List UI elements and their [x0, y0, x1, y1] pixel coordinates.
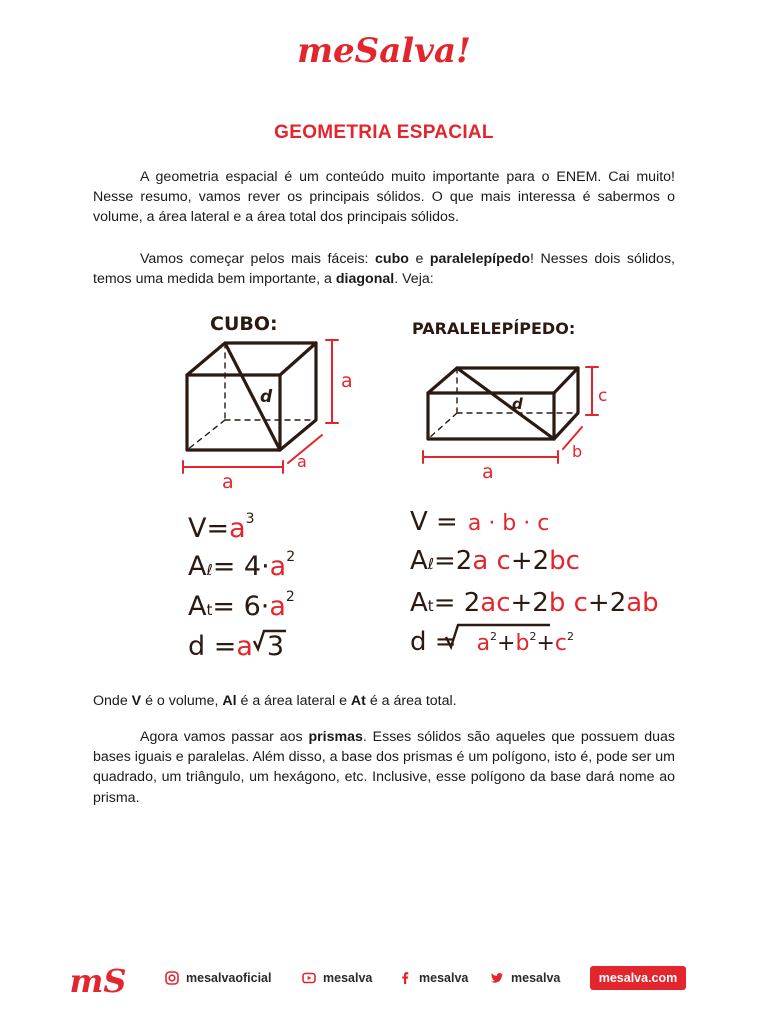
- cube-heading: CUBO:: [210, 313, 278, 335]
- cube-diagonal-formula: d =a 3: [188, 631, 285, 662]
- cube-diagonal-label: d: [260, 387, 273, 407]
- youtube-handle: mesalva: [323, 971, 373, 985]
- logo-text: meSalva!: [297, 31, 471, 71]
- instagram-handle: mesalvaoficial: [186, 971, 272, 985]
- intro-paragraph: A geometria espacial é um conteúdo muito importante para o ENEM. Cai muito! Nesse resumo, vamos rever os principais sólidos. O que mais interessa é sabermos o volume, a área lateral e a área total dos principais sólidos.: [93, 169, 675, 226]
- prism-volume-formula: V = a · b · c: [410, 507, 550, 537]
- site-button[interactable]: [590, 966, 686, 990]
- cube-lateral-area-formula: Aℓ= $4\cdot a^2$: [188, 549, 296, 582]
- prism-diagonal-formula: $d = a^2_+b^2_+c^2$: [410, 627, 574, 657]
- prism-diagonal-label: d: [512, 395, 523, 413]
- youtube-icon: [302, 971, 316, 985]
- prism-height-label: c: [598, 386, 608, 406]
- mesalva-logo: [0, 18, 768, 78]
- twitter-icon: [490, 971, 504, 985]
- site-label: mesalva.com: [598, 971, 678, 985]
- prisms-paragraph: Agora vamos passar aos prismas. Esses sólidos são aqueles que possuem duas bases iguais e paralelas. Além disso, a base dos prismas é um polígono, isto é, pode ser um quadrado, um triângulo, um hexágono, etc. Inclusive, esse polígono da base dará nome ao prisma.: [93, 729, 676, 806]
- facebook-handle: mesalva: [419, 971, 469, 985]
- facebook-icon: [398, 971, 412, 985]
- youtube-link[interactable]: [302, 969, 372, 987]
- page-title: GEOMETRIA ESPACIAL: [274, 122, 494, 143]
- cube-volume-formula: $V=a^3$: [188, 511, 255, 544]
- prism-total-area-formula: At= 2ac+2b c+2ab: [410, 588, 659, 618]
- prism-lateral-area-formula: Aℓ=2a c+2bc: [410, 546, 580, 576]
- prism-width-label: a: [482, 461, 494, 483]
- solids-paragraph: Vamos começar pelos mais fáceis: cubo e paralelepípedo! Nesses dois sólidos, temos uma medida bem importante, a diagonal. Veja:: [93, 251, 675, 288]
- prism-depth-label: b: [572, 442, 583, 461]
- cube-height-label: a: [341, 370, 353, 392]
- instagram-icon: [165, 971, 179, 985]
- instagram-link[interactable]: [165, 969, 271, 987]
- twitter-handle: mesalva: [511, 971, 561, 985]
- facebook-link[interactable]: [398, 969, 468, 987]
- cube-total-area-formula: $At= 6\cdot a^2$: [188, 589, 295, 622]
- parallelepiped-heading: PARALELEPÍPEDO:: [412, 319, 576, 338]
- solids-figure: [170, 305, 659, 670]
- footer-logo-text: mS: [69, 962, 127, 1000]
- twitter-link[interactable]: [490, 969, 560, 987]
- legend-paragraph: Onde V é o volume, Al é a área lateral e At é a área total.: [93, 693, 457, 709]
- cube-depth-label: a: [297, 452, 307, 471]
- cube-width-label: a: [222, 471, 234, 493]
